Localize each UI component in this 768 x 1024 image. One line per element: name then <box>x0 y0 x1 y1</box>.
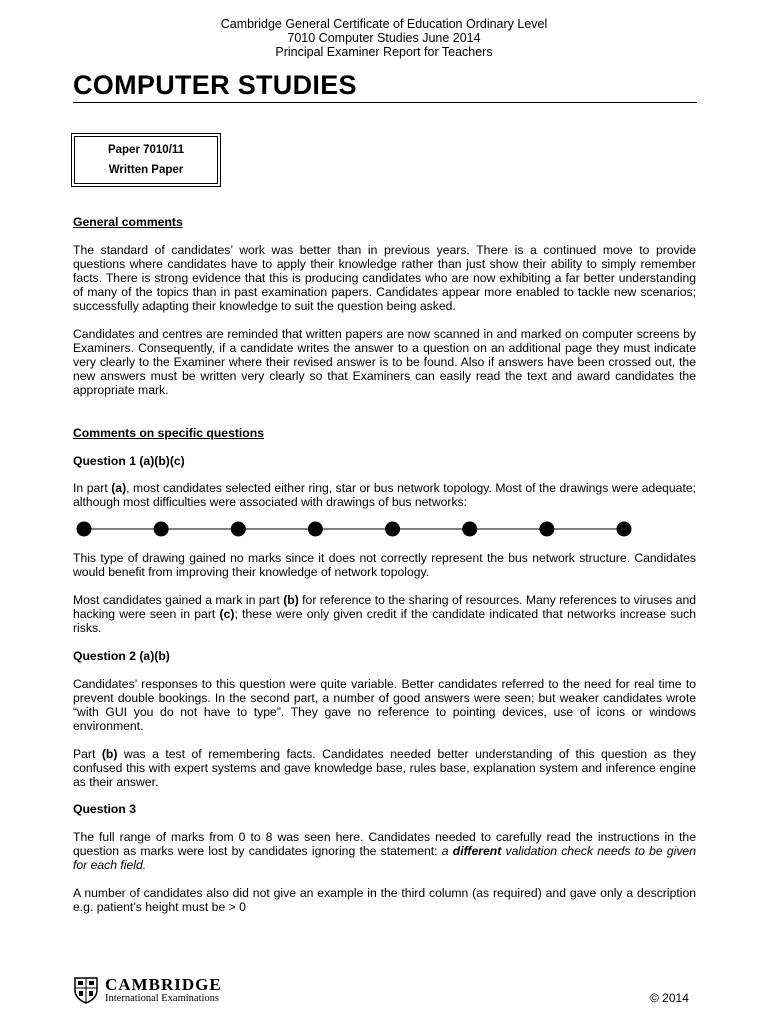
bus-node <box>154 522 169 537</box>
bus-node <box>385 522 400 537</box>
paper-type: Written Paper <box>108 164 184 176</box>
paragraph-text <box>73 747 696 789</box>
paper-box <box>71 133 221 187</box>
logo-word: CAMBRIDGE <box>105 974 222 994</box>
crest-icon <box>73 976 99 1004</box>
subject-title: COMPUTER STUDIES <box>73 70 357 100</box>
bus-node <box>462 522 477 537</box>
paragraph-text <box>73 481 696 509</box>
paragraph-text <box>73 593 696 635</box>
specific-comments-heading: Comments on specific questions <box>73 426 264 440</box>
copyright-notice: © 2014 <box>650 991 689 1005</box>
paragraph-text: Candidates’ responses to this question were quite variable. Better candidates referred to the need for real time to prevent double bookings. In the second part, a number of good answers were seen; but weaker candidates wrote “with GUI you do not have to type”. They gave no reference to pointing devices, use of icons or windows environment. <box>73 677 696 733</box>
bus-network-diagram <box>76 519 636 539</box>
question-2-para-1 <box>73 677 696 733</box>
question-1-para-3 <box>73 593 696 635</box>
title-rule <box>73 102 697 103</box>
bus-node <box>617 522 632 537</box>
part-label: (b) <box>283 593 299 607</box>
question-3-para-2 <box>73 886 696 914</box>
cambridge-logo <box>73 975 222 1005</box>
question-1-heading: Question 1 (a)(b)(c) <box>73 454 185 468</box>
question-1-para-2 <box>73 551 696 579</box>
part-label: (c) <box>219 607 235 621</box>
header-line-qualification: Cambridge General Certificate of Education Ordinary Level <box>220 17 548 31</box>
logo-subtitle: International Examinations <box>105 992 220 1004</box>
emphasis-text: different <box>452 844 502 858</box>
paper-number: Paper 7010/11 <box>107 144 185 156</box>
bus-node <box>77 522 92 537</box>
text-run: , most candidates selected either ring, star or bus network topology. Most of the drawings were adequate; although most difficulties were associated with drawings of bus networks: <box>73 481 696 509</box>
text-run: for reference to the sharing of resources. Many references to viruses and hacking were seen in part <box>73 593 697 621</box>
text-run: The full range of marks from 0 to 8 was seen here. Candidates needed to carefully read the instructions in the question as marks were lost by candidates ignoring the statement: <box>73 830 696 858</box>
paragraph-text <box>73 830 696 872</box>
bus-node <box>231 522 246 537</box>
italic-text: a <box>441 844 453 858</box>
general-comments-para-1 <box>73 243 696 313</box>
question-3-heading: Question 3 <box>73 802 136 816</box>
header-line-session: 7010 Computer Studies June 2014 <box>287 31 481 45</box>
bus-node <box>308 522 323 537</box>
paper-box-inner <box>74 136 218 184</box>
report-header <box>0 17 768 59</box>
part-label: (a) <box>111 481 127 495</box>
text-run: Part <box>73 747 102 761</box>
question-2-heading: Question 2 (a)(b) <box>73 649 170 663</box>
header-line-report-type: Principal Examiner Report for Teachers <box>275 45 493 59</box>
question-1-para-1 <box>73 481 696 509</box>
bus-node <box>539 522 554 537</box>
paragraph-text: This type of drawing gained no marks since it does not correctly represent the bus network structure. Candidates would benefit from improving their knowledge of network topology. <box>73 551 696 579</box>
text-run: was a test of remembering facts. Candidates needed better understanding of this question as they confused this with expert systems and gave knowledge base, rules base, explanation system and inference engine as their answer. <box>73 747 696 789</box>
text-run: ; these were only given credit if the candidate indicated that networks increase such risks. <box>73 607 697 635</box>
general-comments-para-2 <box>73 327 696 397</box>
paragraph-text: A number of candidates also did not give an example in the third column (as required) and gave only a description e.g. patient’s height must be > 0 <box>73 886 696 914</box>
italic-text: validation check needs to be given for each field. <box>73 844 696 872</box>
general-comments-heading: General comments <box>73 215 183 229</box>
text-run: In part <box>73 481 112 495</box>
text-run: Most candidates gained a mark in part <box>73 593 284 607</box>
question-2-para-2 <box>73 747 696 789</box>
logo-text <box>105 976 222 1005</box>
paragraph-text: The standard of candidates’ work was better than in previous years. There is a continued move to provide questions where candidates have to apply their knowledge rather than just show their ability to simply remember facts. There is strong evidence that this is producing candidates who are now exhibiting a far better understanding of many of the topics than in past examination papers. Candidates appear more enabled to tackle new scenarios; successfully adapting their knowledge to suit the question being asked. <box>73 243 696 313</box>
part-label: (b) <box>101 747 118 761</box>
question-3-para-1 <box>73 830 696 872</box>
paragraph-text: Candidates and centres are reminded that written papers are now scanned in and marked on computer screens by Examiners. Consequently, if a candidate writes the answer to a question on an additional page they must indicate very clearly to the Examiner where their revised answer is to be found. Also if answers have been crossed out, the new answers must be written very clearly so that Examiners can easily read the text and award candidates the appropriate mark. <box>73 327 696 397</box>
